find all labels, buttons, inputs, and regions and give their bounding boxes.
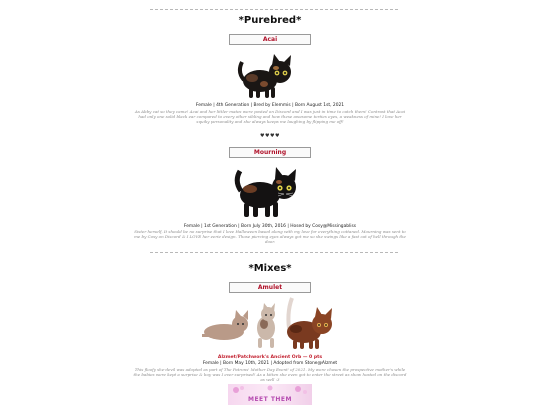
section-title-purebred: *Purebred* bbox=[238, 15, 302, 26]
banner-label: MEET THEM bbox=[247, 396, 293, 403]
cat-name-amulet: Amulet bbox=[229, 282, 311, 293]
amulet-description: This floofy she-devil was adopted as part of The Patrons' Mother Day Event' of 2021. My wore chosen the prospective mother's while the babies were kept a surprise & boy was I ever surprised! As a kitten she even got to enter the street as show hosted on the discord as well :3 bbox=[133, 367, 407, 383]
mourning-info: Female | 1st Generation | Born July 30th, 2016 | Hosed by Cosy@Missingabliss bbox=[183, 224, 357, 229]
mourning-description: Sister herself, It should be no surprise that I love Halloween based along with my love for everything cottaned. Mourning was sent to me by Cosy on Discord & I LOVE her eerie design. Those piercing eyes always got me so she swings like a fast cat of hell through the door. bbox=[134, 229, 406, 245]
amulet-litter-image bbox=[196, 294, 346, 352]
mourning-cat-image bbox=[232, 163, 308, 221]
acai-info: Female | 4th Generation | Bred by Elemmis | Born August 1st, 2021 bbox=[195, 103, 345, 108]
section-title-mixes: *Mixes* bbox=[248, 263, 292, 274]
acai-description: As Abby cat so they came! Acai and her littler mates were posted on Discord and I was just in time to catch them! Contrast that Acai had only one solid black ear compared to every other sibling and how these awesome torties eyes, a weakness of mine! I love her squiky personality and she always keeps me laughing by flipping me off! bbox=[134, 109, 406, 125]
amulet-info: Female | Born May 10th, 2021 | Adopted from Stone@Alzmet bbox=[202, 361, 338, 366]
amulet-litter-label: Alzmet/Patchwork's Ancient Orb — 0 pts bbox=[217, 355, 323, 360]
acai-cat-image bbox=[236, 50, 302, 100]
divider-top bbox=[150, 9, 398, 10]
hearts-divider: ♥♥♥♥ bbox=[260, 133, 280, 139]
cat-name-mourning: Mourning bbox=[229, 147, 311, 158]
cat-name-acai: Acai bbox=[229, 34, 311, 45]
divider-middle bbox=[150, 252, 398, 253]
meet-them-banner[interactable] bbox=[228, 384, 312, 405]
